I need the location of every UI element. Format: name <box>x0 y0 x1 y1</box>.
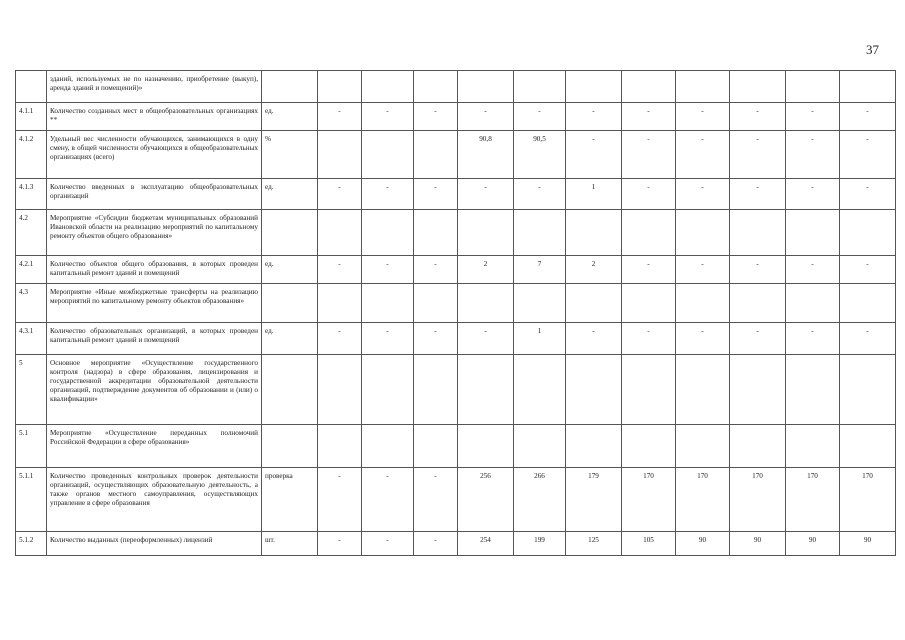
value-cell: - <box>566 131 622 179</box>
value-cell <box>318 425 362 468</box>
value-cell <box>362 355 414 425</box>
value-cell: - <box>458 323 514 355</box>
value-cell: - <box>318 103 362 131</box>
value-cell <box>514 284 566 323</box>
indicator-name-cell: Количество образовательных организаций, в которых проведен капитальный ремонт зданий и помещений <box>47 323 262 355</box>
value-cell: - <box>622 179 676 210</box>
unit-cell: % <box>262 131 318 179</box>
value-cell <box>362 284 414 323</box>
value-cell: - <box>362 532 414 556</box>
row-number-cell: 5.1 <box>16 425 47 468</box>
row-number-cell: 4.3 <box>16 284 47 323</box>
value-cell <box>362 131 414 179</box>
value-cell: - <box>786 131 840 179</box>
indicator-name-cell: Количество проведенных контрольных проверок деятельности организаций, осуществляющих образовательную деятельность, а также органов местного самоуправления, осуществляющих управление в сфере образования <box>47 468 262 532</box>
value-cell <box>622 210 676 256</box>
value-cell: - <box>318 468 362 532</box>
unit-cell <box>262 210 318 256</box>
value-cell: - <box>786 103 840 131</box>
value-cell: 1 <box>514 323 566 355</box>
value-cell <box>318 284 362 323</box>
value-cell: 179 <box>566 468 622 532</box>
value-cell: 2 <box>566 256 622 284</box>
unit-cell <box>262 355 318 425</box>
value-cell <box>622 355 676 425</box>
value-cell: - <box>514 103 566 131</box>
value-cell <box>414 210 458 256</box>
indicator-name-cell: Мероприятие «Осуществление переданных полномочий Российской Федерации в сфере образования» <box>47 425 262 468</box>
value-cell <box>362 210 414 256</box>
value-cell <box>566 210 622 256</box>
unit-cell <box>262 284 318 323</box>
value-cell: - <box>840 131 896 179</box>
value-cell: - <box>566 103 622 131</box>
value-cell <box>414 284 458 323</box>
value-cell <box>566 284 622 323</box>
value-cell: - <box>622 103 676 131</box>
value-cell: - <box>730 179 786 210</box>
value-cell <box>840 210 896 256</box>
value-cell: - <box>622 256 676 284</box>
value-cell: - <box>318 179 362 210</box>
value-cell <box>362 71 414 103</box>
value-cell <box>676 71 730 103</box>
indicator-name-cell: зданий, используемых не по назначению, приобретение (выкуп), аренда зданий и помещений)» <box>47 71 262 103</box>
row-number-cell: 5.1.2 <box>16 532 47 556</box>
value-cell: - <box>414 532 458 556</box>
value-cell <box>730 355 786 425</box>
value-cell <box>514 210 566 256</box>
value-cell: 266 <box>514 468 566 532</box>
value-cell <box>622 71 676 103</box>
value-cell <box>458 71 514 103</box>
value-cell: - <box>318 532 362 556</box>
value-cell <box>458 355 514 425</box>
value-cell <box>362 425 414 468</box>
value-cell <box>840 284 896 323</box>
value-cell <box>840 355 896 425</box>
value-cell: - <box>730 131 786 179</box>
table-row <box>16 532 896 556</box>
indicators-table <box>15 70 896 556</box>
table-row <box>16 71 896 103</box>
value-cell <box>566 355 622 425</box>
value-cell <box>414 71 458 103</box>
value-cell: - <box>730 323 786 355</box>
value-cell: 90,5 <box>514 131 566 179</box>
value-cell: - <box>622 323 676 355</box>
row-number-cell: 4.1.1 <box>16 103 47 131</box>
row-number-cell: 4.3.1 <box>16 323 47 355</box>
value-cell: - <box>458 103 514 131</box>
table-row <box>16 103 896 131</box>
value-cell: - <box>622 131 676 179</box>
value-cell <box>730 210 786 256</box>
value-cell: - <box>362 103 414 131</box>
value-cell <box>786 425 840 468</box>
value-cell <box>622 425 676 468</box>
value-cell: 1 <box>566 179 622 210</box>
indicator-name-cell: Мероприятие «Субсидии бюджетам муниципальных образований Ивановской области на реализацию мероприятий по капитальному ремонту объектов общего образования» <box>47 210 262 256</box>
value-cell <box>458 284 514 323</box>
value-cell <box>458 210 514 256</box>
value-cell <box>318 355 362 425</box>
value-cell: 125 <box>566 532 622 556</box>
value-cell: - <box>786 256 840 284</box>
value-cell: - <box>676 179 730 210</box>
value-cell: - <box>414 179 458 210</box>
unit-cell: шт. <box>262 532 318 556</box>
value-cell: - <box>676 323 730 355</box>
value-cell <box>786 71 840 103</box>
value-cell: 90,8 <box>458 131 514 179</box>
value-cell: - <box>318 323 362 355</box>
page-number: 37 <box>866 42 879 57</box>
value-cell <box>676 284 730 323</box>
value-cell <box>840 425 896 468</box>
indicator-name-cell: Количество выданных (переоформленных) лицензий <box>47 532 262 556</box>
value-cell <box>566 71 622 103</box>
row-number-cell: 5.1.1 <box>16 468 47 532</box>
value-cell: - <box>730 256 786 284</box>
value-cell: 90 <box>786 532 840 556</box>
table-row <box>16 210 896 256</box>
unit-cell: ед. <box>262 256 318 284</box>
value-cell: 199 <box>514 532 566 556</box>
row-number-cell: 4.2.1 <box>16 256 47 284</box>
value-cell <box>730 425 786 468</box>
value-cell: - <box>362 323 414 355</box>
value-cell: 170 <box>622 468 676 532</box>
value-cell <box>318 71 362 103</box>
table-row <box>16 256 896 284</box>
value-cell: - <box>362 468 414 532</box>
value-cell: - <box>514 179 566 210</box>
value-cell <box>414 425 458 468</box>
value-cell <box>676 425 730 468</box>
table-row <box>16 468 896 532</box>
row-number-cell: 5 <box>16 355 47 425</box>
value-cell <box>414 355 458 425</box>
value-cell <box>514 71 566 103</box>
value-cell: - <box>840 323 896 355</box>
indicator-name-cell: Количество введенных в эксплуатацию общеобразовательных организаций <box>47 179 262 210</box>
value-cell: - <box>458 179 514 210</box>
indicator-name-cell: Количество объектов общего образования, в которых проведен капитальный ремонт зданий и помещений <box>47 256 262 284</box>
value-cell: 170 <box>676 468 730 532</box>
indicator-name-cell: Мероприятие «Иные межбюджетные трансферты на реализацию мероприятий по капитальному ремонту объектов образования» <box>47 284 262 323</box>
table-row <box>16 425 896 468</box>
value-cell <box>786 284 840 323</box>
table-row <box>16 284 896 323</box>
value-cell: 170 <box>840 468 896 532</box>
value-cell: - <box>566 323 622 355</box>
value-cell: - <box>676 256 730 284</box>
unit-cell: ед. <box>262 103 318 131</box>
value-cell: - <box>318 256 362 284</box>
value-cell: - <box>840 103 896 131</box>
value-cell: 90 <box>840 532 896 556</box>
value-cell <box>514 355 566 425</box>
row-number-cell <box>16 71 47 103</box>
unit-cell <box>262 71 318 103</box>
value-cell: - <box>786 323 840 355</box>
value-cell <box>566 425 622 468</box>
table-row <box>16 323 896 355</box>
value-cell: - <box>730 103 786 131</box>
unit-cell: ед. <box>262 179 318 210</box>
unit-cell: ед. <box>262 323 318 355</box>
unit-cell <box>262 425 318 468</box>
value-cell: 254 <box>458 532 514 556</box>
indicator-name-cell: Основное мероприятие «Осуществление государственного контроля (надзора) в сфере образования, лицензирования и государственной аккредитации образовательной деятельности организаций, подтверждение документов об образовании и (или) о квалификации» <box>47 355 262 425</box>
unit-cell: проверка <box>262 468 318 532</box>
value-cell: 256 <box>458 468 514 532</box>
value-cell: - <box>362 179 414 210</box>
value-cell <box>840 71 896 103</box>
value-cell: - <box>840 179 896 210</box>
table-row <box>16 179 896 210</box>
value-cell: 90 <box>676 532 730 556</box>
value-cell: 170 <box>730 468 786 532</box>
value-cell <box>786 355 840 425</box>
value-cell: - <box>676 103 730 131</box>
value-cell: - <box>362 256 414 284</box>
row-number-cell: 4.1.3 <box>16 179 47 210</box>
value-cell <box>458 425 514 468</box>
value-cell <box>730 71 786 103</box>
value-cell <box>676 210 730 256</box>
value-cell: 170 <box>786 468 840 532</box>
value-cell: 105 <box>622 532 676 556</box>
value-cell: - <box>414 323 458 355</box>
row-number-cell: 4.2 <box>16 210 47 256</box>
table-row <box>16 131 896 179</box>
value-cell: - <box>840 256 896 284</box>
value-cell <box>514 425 566 468</box>
table-row <box>16 355 896 425</box>
value-cell: 7 <box>514 256 566 284</box>
value-cell <box>786 210 840 256</box>
value-cell: 2 <box>458 256 514 284</box>
indicator-name-cell: Количество созданных мест в общеобразовательных организациях ** <box>47 103 262 131</box>
row-number-cell: 4.1.2 <box>16 131 47 179</box>
value-cell <box>730 284 786 323</box>
value-cell <box>414 131 458 179</box>
value-cell: - <box>676 131 730 179</box>
value-cell <box>318 210 362 256</box>
value-cell: - <box>786 179 840 210</box>
value-cell: 90 <box>730 532 786 556</box>
value-cell: - <box>414 468 458 532</box>
indicator-name-cell: Удельный вес численности обучающихся, занимающихся в одну смену, в общей численности обучающихся в общеобразовательных организациях (всего) <box>47 131 262 179</box>
value-cell <box>676 355 730 425</box>
value-cell: - <box>414 103 458 131</box>
value-cell <box>318 131 362 179</box>
value-cell <box>622 284 676 323</box>
value-cell: - <box>414 256 458 284</box>
